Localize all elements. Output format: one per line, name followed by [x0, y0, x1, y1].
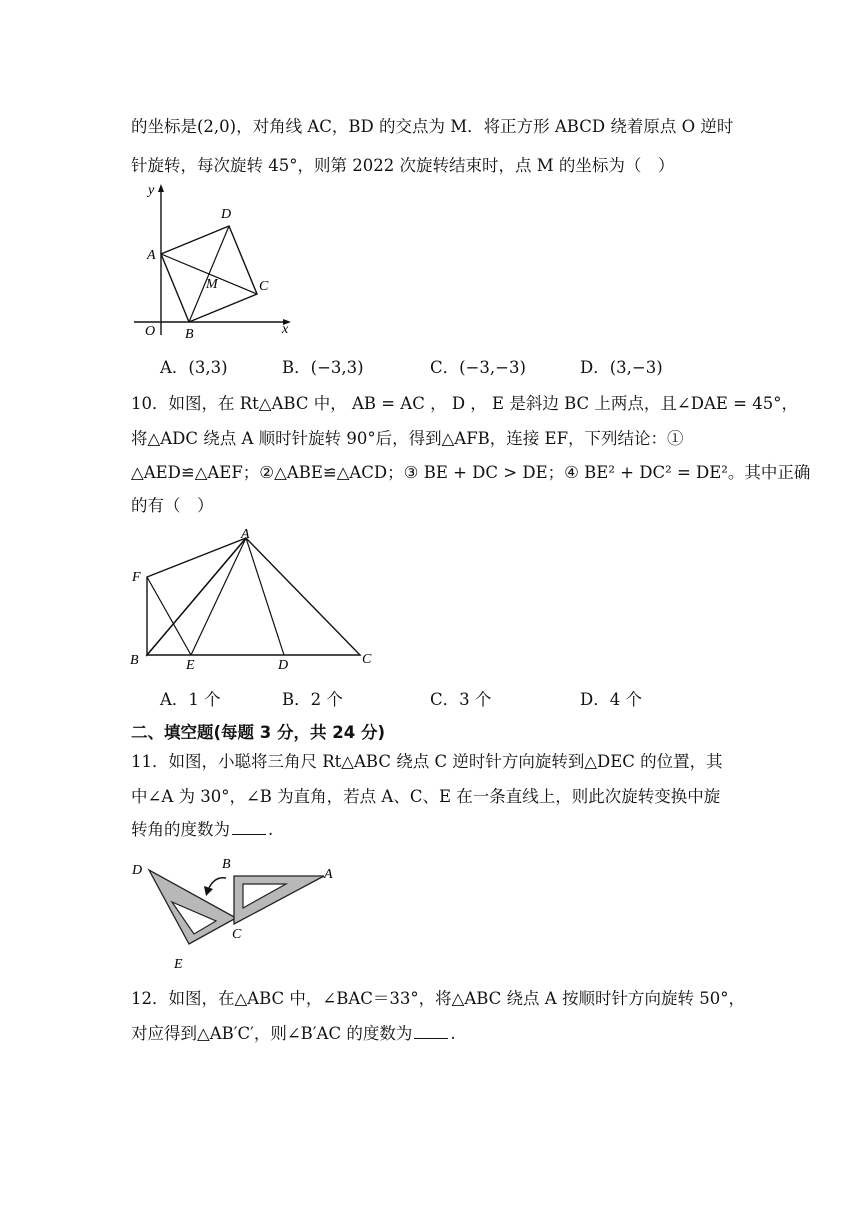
label-b: B: [130, 653, 139, 668]
q10-line-2: 将△ADC 绕点 A 顺时针旋转 90°后，得到△AFB，连接 EF，下列结论：①: [131, 429, 684, 448]
q9-line-2: 针旋转，每次旋转 45°，则第 2022 次旋转结束时，点 M 的坐标为（ ）: [131, 156, 675, 175]
label-a: A: [241, 527, 250, 542]
q10-option-c[interactable]: C．3 个: [430, 690, 492, 709]
label-e: E: [186, 658, 195, 673]
rotation-arrowhead-icon: [204, 886, 213, 896]
y-axis-arrow-icon: [158, 184, 164, 192]
segment-fe: [147, 577, 191, 655]
label-c: C: [232, 927, 242, 942]
q10-option-b[interactable]: B．2 个: [282, 690, 343, 709]
label-b: B: [222, 857, 231, 872]
q9-coordinate-figure: [128, 180, 308, 340]
q12-line-2: 对应得到△AB′C′，则∠B′AC 的度数为 .: [131, 1024, 456, 1043]
triangle-afb: [147, 538, 246, 655]
q9-option-c[interactable]: C．(−3,−3): [430, 358, 526, 377]
label-c: C: [362, 652, 372, 667]
label-e: E: [174, 957, 183, 972]
q10-option-d[interactable]: D．4 个: [580, 690, 642, 709]
label-f: F: [132, 570, 141, 585]
label-a: A: [147, 248, 156, 263]
label-m: M: [206, 277, 218, 292]
q10-line-4: 的有（ ）: [131, 496, 214, 515]
label-a: A: [324, 867, 333, 882]
q9-option-b[interactable]: B．(−3,3): [282, 358, 364, 377]
q11-line-2: 中∠A 为 30°，∠B 为直角，若点 A、C、E 在一条直线上，则此次旋转变换中旋: [131, 787, 721, 806]
label-d: D: [132, 863, 143, 878]
label-x: x: [282, 322, 289, 337]
label-d: D: [221, 207, 232, 222]
q10-line-1: 10．如图，在 Rt△ABC 中， AB = AC ， D ， E 是斜边 BC 上两点，且∠DAE = 45°，: [131, 394, 798, 413]
label-d: D: [278, 658, 289, 673]
q11-line-1: 11．如图，小聪将三角尺 Rt△ABC 绕点 C 逆时针方向旋转到△DEC 的位置，其: [131, 752, 723, 771]
triangle-abc: [147, 538, 360, 655]
q11-line-3: 转角的度数为 .: [131, 820, 274, 839]
q12-answer-blank[interactable]: [414, 1024, 448, 1039]
triangle-dec: [149, 870, 236, 944]
q10-option-a[interactable]: A．1 个: [160, 690, 221, 709]
label-y: y: [148, 183, 155, 198]
q11-answer-blank[interactable]: [232, 820, 266, 835]
q11-set-square-figure: [126, 852, 346, 972]
q12-line-1: 12．如图，在△ABC 中，∠BAC＝33°，将△ABC 绕点 A 按顺时针方向旋转 50°，: [131, 989, 745, 1008]
segment-ae: [191, 538, 246, 655]
q9-line-1: 的坐标是(2,0)，对角线 AC，BD 的交点为 M．将正方形 ABCD 绕着原点 O 逆时: [131, 117, 734, 136]
label-b: B: [185, 327, 194, 340]
label-c: C: [259, 279, 269, 294]
q9-option-d[interactable]: D．(3,−3): [580, 358, 663, 377]
label-o: O: [145, 324, 156, 339]
q9-option-a[interactable]: A．(3,3): [160, 358, 228, 377]
q10-line-3: △AED≌△AEF；②△ABE≌△ACD；③ BE + DC > DE；④ BE² + DC² = DE²。其中正确: [131, 463, 811, 482]
section-heading-fill-in: 二、填空题(每题 3 分，共 24 分): [131, 723, 386, 742]
segment-ad: [246, 538, 284, 655]
rotation-arrow-icon: [208, 878, 226, 890]
q10-triangle-figure: [126, 526, 382, 674]
